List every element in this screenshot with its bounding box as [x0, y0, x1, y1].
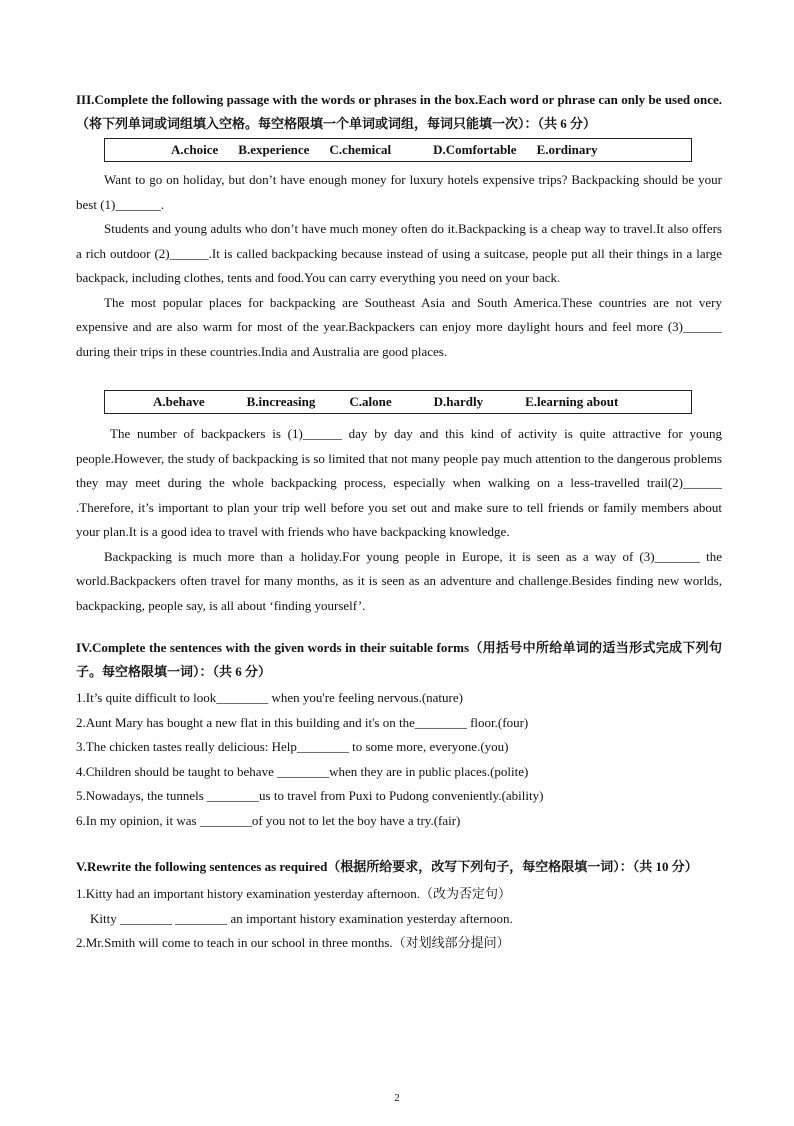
- passage-1: [76, 168, 722, 364]
- paragraph: The number of backpackers is (1)______ day by day and this kind of activity is quite attractive for young people.However, the study of backpacking is so limited that not many people pay much attention to the dangerous problems they may meet during the whole backpacking process, especially when walking on a less-travelled trail(2)______ .Therefore, it’s important to plan your trip well before you set out and make sure to tell friends or family members about your plan.It is a good idea to travel with friends who have backpacking knowledge.: [76, 426, 722, 539]
- rewrite-item: 2.Mr.Smith will come to teach in our school in three months.（对划线部分提问）: [76, 935, 510, 950]
- sentence-item: 4.Children should be taught to behave ________when they are in public places.(polite): [76, 763, 529, 779]
- word-box-option: D.hardly: [433, 394, 484, 409]
- paragraph: The most popular places for backpacking are Southeast Asia and South America.These countries are not very expensive and are also warm for most of the year.Backpackers can enjoy more daylight hours and feel more (3)______ during their trips in these countries.India and Australia are good places.: [76, 294, 722, 359]
- word-box-option: C.chemical: [329, 142, 392, 157]
- page-number: 2: [394, 1092, 400, 1104]
- word-box-option: B.experience: [238, 142, 310, 157]
- section-4-items: [76, 686, 722, 833]
- sentence-item: 5.Nowadays, the tunnels ________us to travel from Puxi to Pudong conveniently.(ability): [76, 788, 544, 803]
- paragraph: Students and young adults who don’t have much money often do it.Backpacking is a cheap way to travel.It also offers a rich outdoor (2)______.It is called backpacking because instead of using a suitcase, people put all their things in a large backpack, including clothes, tents and food.You can carry everything you need on your back.: [76, 221, 722, 285]
- paragraph: Backpacking is much more than a holiday.For young people in Europe, it is seen as a way of (3)_______ the world.Backpackers often travel for many months, as it is seen as an adventure and challenge.Besides finding new worlds, backpacking, people say, is all about ‘finding yourself’.: [76, 548, 722, 613]
- section-4-heading: IV.Complete the sentences with the given words in their suitable forms（用括号中所给单词的适当形式完成下列句子。每空格限填一词）：（共 6 分）: [76, 640, 722, 679]
- passage-2: [76, 422, 722, 618]
- word-box-1: [104, 138, 692, 162]
- sentence-item: 6.In my opinion, it was ________of you not to let the boy have a try.(fair): [76, 812, 461, 828]
- word-box-option: E.ordinary: [536, 142, 598, 157]
- section-5-heading: V.Rewrite the following sentences as required（根据所给要求，改写下列句子，每空格限填一词）：（共 10 分）: [76, 859, 698, 874]
- word-box-2: [104, 390, 692, 414]
- word-box-option: B.increasing: [246, 394, 316, 409]
- section-5-items: [76, 882, 722, 956]
- word-box-option: D.Comfortable: [433, 142, 517, 157]
- sentence-item: 2.Aunt Mary has bought a new flat in this building and it's on the________ floor.(four): [76, 714, 529, 730]
- word-box-option: A.behave: [153, 394, 205, 409]
- rewrite-item: 1.Kitty had an important history examination yesterday afternoon.（改为否定句）: [76, 886, 512, 901]
- rewrite-answer-line: Kitty ________ ________ an important history examination yesterday afternoon.: [90, 910, 513, 926]
- worksheet-page: [76, 88, 722, 956]
- word-box-option: A.choice: [171, 142, 219, 157]
- sentence-item: 1.It’s quite difficult to look________ when you're feeling nervous.(nature): [76, 690, 463, 705]
- paragraph: Want to go on holiday, but don’t have enough money for luxury hotels expensive trips? Backpacking should be your best (1)_______.: [76, 172, 722, 212]
- section-3-heading: III.Complete the following passage with the words or phrases in the box.Each word or phrase can only be used once.（将下列单词或词组填入空格。每空格限填一个单词或词组，每词只能填一次）：（共 6 分）: [76, 92, 722, 131]
- word-box-option: C.alone: [349, 394, 392, 409]
- word-box-option: E.learning about: [525, 394, 619, 409]
- sentence-item: 3.The chicken tastes really delicious: Help________ to some more, everyone.(you): [76, 739, 509, 754]
